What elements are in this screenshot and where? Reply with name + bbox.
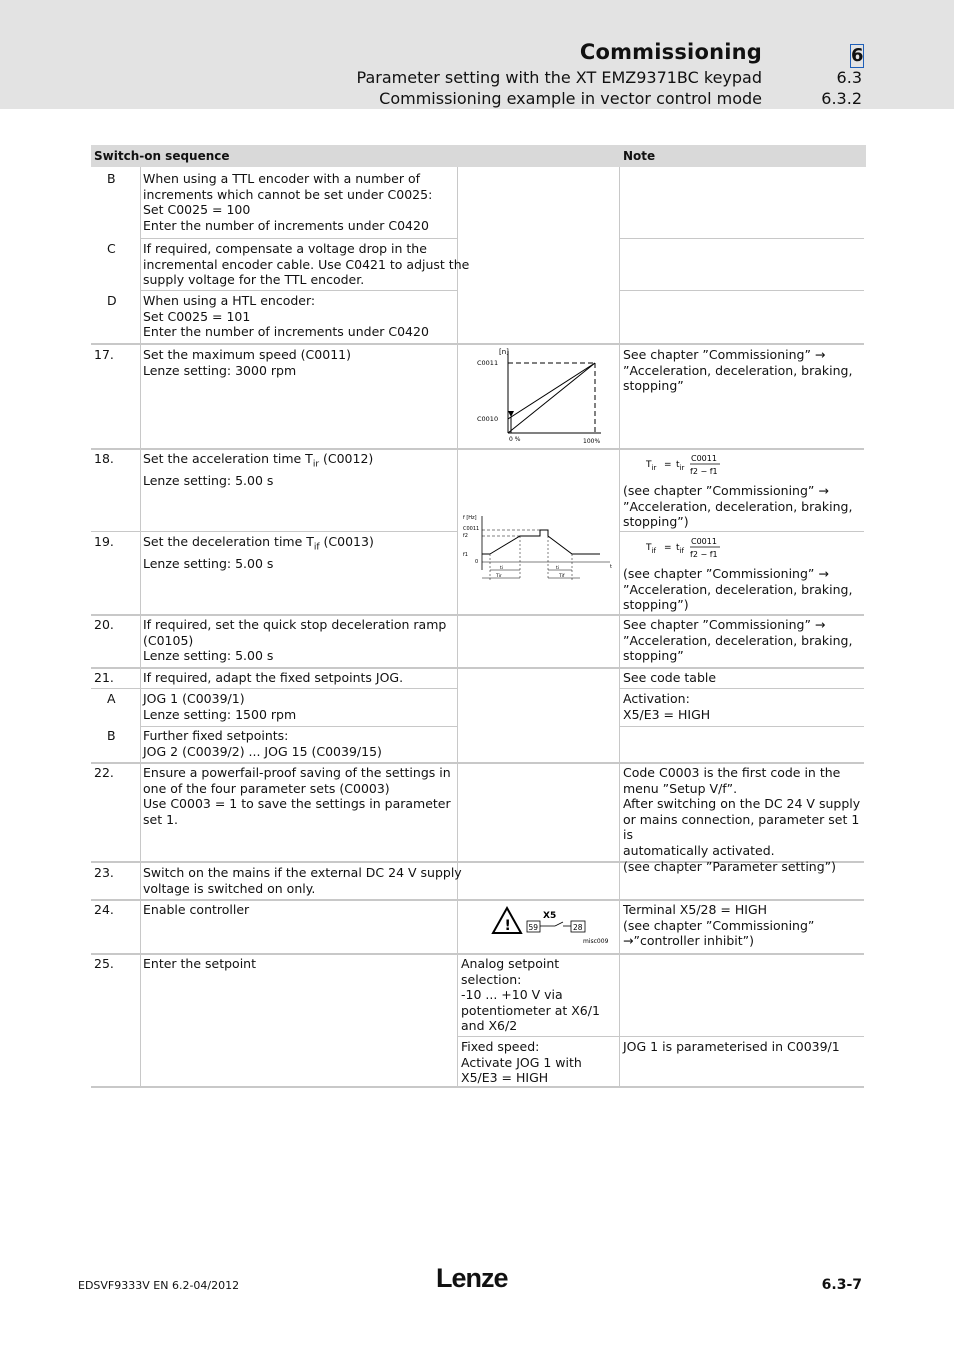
decel-time-formula — [644, 535, 734, 563]
row-text: JOG 1 (C0039/1) Lenze setting: 1500 rpm — [143, 691, 297, 722]
row-divider — [91, 343, 864, 345]
grid-line — [619, 167, 620, 1088]
row-number: B — [107, 171, 116, 186]
svg-text:Tir: $T_{ir}$ — [646, 460, 657, 472]
col-header-note: Note — [621, 145, 866, 167]
svg-text:tif: $t_{if}$ — [676, 543, 684, 555]
row-divider — [620, 531, 864, 532]
row-text: When using a HTL encoder: Set C0025 = 101 Enter the number of increments under C0420 — [143, 293, 429, 340]
row-divider — [91, 531, 457, 532]
row-number: 21. — [94, 670, 114, 685]
row-text: When using a TTL encoder with a number of increments which cannot be set under C0025: Set C0025 = 100 Enter the number of increments under C0420 — [143, 171, 433, 233]
svg-text:Tir: Tir — [496, 574, 502, 579]
svg-text:tir: $t_{ir}$ — [676, 460, 685, 472]
row-text: If required, set the quick stop deceleration ramp (C0105) Lenze setting: 5.00 s — [143, 617, 447, 664]
grid-line — [140, 167, 141, 1088]
row-number: 18. — [94, 451, 114, 466]
row-note: See chapter ”Commissioning” → ”Acceleration, deceleration, braking, stopping” — [623, 347, 853, 394]
row-number: C — [107, 241, 116, 256]
row-note: JOG 1 is parameterised in C0039/1 — [623, 1039, 840, 1054]
row-text: If required, compensate a voltage drop in the incremental encoder cable. Use C0421 to adjust the supply voltage for the TTL encoder. — [143, 241, 470, 288]
row-text: Set the acceleration time $T_{ir}$ (C0012) Lenze setting: 5.00 s — [143, 451, 374, 489]
svg-text:=: = — [664, 543, 672, 553]
row-text: If required, adapt the fixed setpoints JOG. — [143, 670, 404, 685]
row-text: Set the deceleration time $T_{if}$ (C0013) Lenze setting: 5.00 s — [143, 534, 374, 572]
col-header-sequence: Switch-on sequence — [91, 145, 621, 167]
row-divider — [140, 290, 457, 291]
f1-label: f1 — [463, 552, 468, 558]
row-divider — [620, 290, 864, 291]
header-band — [0, 0, 954, 109]
svg-text:C0011: C0011 — [691, 454, 717, 463]
row-text: Enter the setpoint — [143, 956, 256, 971]
x-zero-label: 0 % — [509, 436, 521, 443]
accel-time-formula — [644, 452, 734, 480]
row-subcase: Fixed speed: Activate JOG 1 with X5/E3 = HIGH — [461, 1039, 582, 1086]
row-number: 24. — [94, 902, 114, 917]
row-divider — [91, 448, 864, 450]
row-divider — [91, 688, 457, 689]
c0011-label: C0011 — [463, 526, 480, 532]
doc-reference: EDSVF9333V EN 6.2-04/2012 — [78, 1279, 240, 1292]
grid-line — [457, 167, 458, 1088]
svg-text:Tif: Tif — [559, 574, 565, 579]
row-note: Code C0003 is the first code in the menu ”Setup V/f”. After switching on the DC 24 V supply or mains connection, parameter set 1 is automatically activated. (see chapter ”Parameter setting”) — [623, 765, 861, 874]
speed-setting-diagram — [471, 347, 606, 447]
row-text: Enable controller — [143, 902, 250, 917]
row-divider — [91, 953, 864, 955]
svg-text:ti: ti — [500, 566, 504, 571]
row-divider — [140, 238, 457, 239]
row-divider — [620, 238, 864, 239]
row-note: See chapter ”Commissioning” → ”Acceleration, deceleration, braking, stopping” — [623, 617, 853, 664]
row-divider — [620, 726, 864, 727]
page-number: 6.3-7 — [821, 1277, 862, 1293]
lenze-logo: Lenze — [436, 1263, 508, 1293]
chapter-title: Commissioning — [579, 40, 762, 64]
row-number: A — [107, 691, 116, 706]
row-note: Terminal X5/28 = HIGH (see chapter ”Commissioning” →”controller inhibit”) — [623, 902, 815, 949]
row-divider — [620, 688, 864, 689]
row-text: Set the maximum speed (C0011) Lenze setting: 3000 rpm — [143, 347, 351, 378]
row-divider — [91, 762, 864, 764]
row-note: Activation: X5/E3 = HIGH — [623, 691, 711, 722]
row-number: 19. — [94, 534, 114, 549]
row-number: 22. — [94, 765, 114, 780]
c0011-label: C0011 — [477, 359, 499, 367]
row-note: (see chapter ”Commissioning” → ”Acceleration, deceleration, braking, stopping”) — [623, 483, 853, 530]
row-text: Further fixed setpoints: JOG 2 (C0039/2) ... JOG 15 (C0039/15) — [143, 728, 382, 759]
pin-59: 59 — [528, 923, 539, 932]
commissioning-table — [91, 145, 864, 1090]
svg-text:Tif: $T_{if}$ — [646, 543, 656, 555]
row-number: 20. — [94, 617, 114, 632]
svg-text:=: = — [664, 460, 672, 470]
chapter-number: 6 — [851, 45, 864, 66]
row-number: 25. — [94, 956, 114, 971]
row-text: Switch on the mains if the external DC 24 V supply voltage is switched on only. — [143, 865, 462, 896]
c0010-label: C0010 — [477, 415, 499, 423]
x-hundred-label: 100% — [583, 438, 601, 445]
row-number: 23. — [94, 865, 114, 880]
svg-text:!: ! — [504, 918, 511, 934]
row-number: B — [107, 728, 116, 743]
row-divider — [458, 1036, 864, 1037]
time-axis-label: t — [610, 564, 612, 570]
row-number: D — [107, 293, 117, 308]
row-subcase: Analog setpoint selection: -10 ... +10 V via potentiometer at X6/1 and X6/2 — [461, 956, 600, 1034]
subsection-title: Commissioning example in vector control mode — [379, 89, 762, 108]
row-divider — [91, 667, 864, 669]
row-number: 17. — [94, 347, 114, 362]
row-text: Ensure a powerfail-proof saving of the settings in one of the four parameter sets (C0003) Use C0003 = 1 to save the settings in parameter set 1. — [143, 765, 451, 827]
row-divider — [91, 899, 864, 901]
speed-axis-label: [n] — [499, 348, 509, 356]
section-title: Parameter setting with the XT EMZ9371BC keypad — [356, 68, 762, 87]
freq-axis-label: f [Hz] — [463, 515, 477, 521]
svg-text:C0011: C0011 — [691, 537, 717, 546]
f2-label: f2 — [463, 533, 468, 539]
subsection-number: 6.3.2 — [821, 89, 862, 108]
svg-text:0: 0 — [475, 559, 479, 565]
svg-text:f2 − f1: f2 − f1 — [690, 467, 718, 476]
ramp-diagram — [460, 510, 618, 590]
pin-28: 28 — [573, 923, 583, 932]
row-divider — [140, 726, 457, 727]
svg-text:f2 − f1: f2 − f1 — [690, 550, 718, 559]
figure-code: misc009 — [583, 938, 609, 945]
row-note: (see chapter ”Commissioning” → ”Acceleration, deceleration, braking, stopping”) — [623, 566, 853, 613]
row-note: See code table — [623, 670, 717, 685]
section-number: 6.3 — [836, 68, 862, 87]
svg-text:ti: ti — [556, 566, 560, 571]
terminal-label: X5 — [543, 911, 557, 921]
controller-enable-diagram — [489, 903, 617, 949]
row-divider — [91, 614, 864, 616]
row-divider — [91, 1086, 864, 1088]
